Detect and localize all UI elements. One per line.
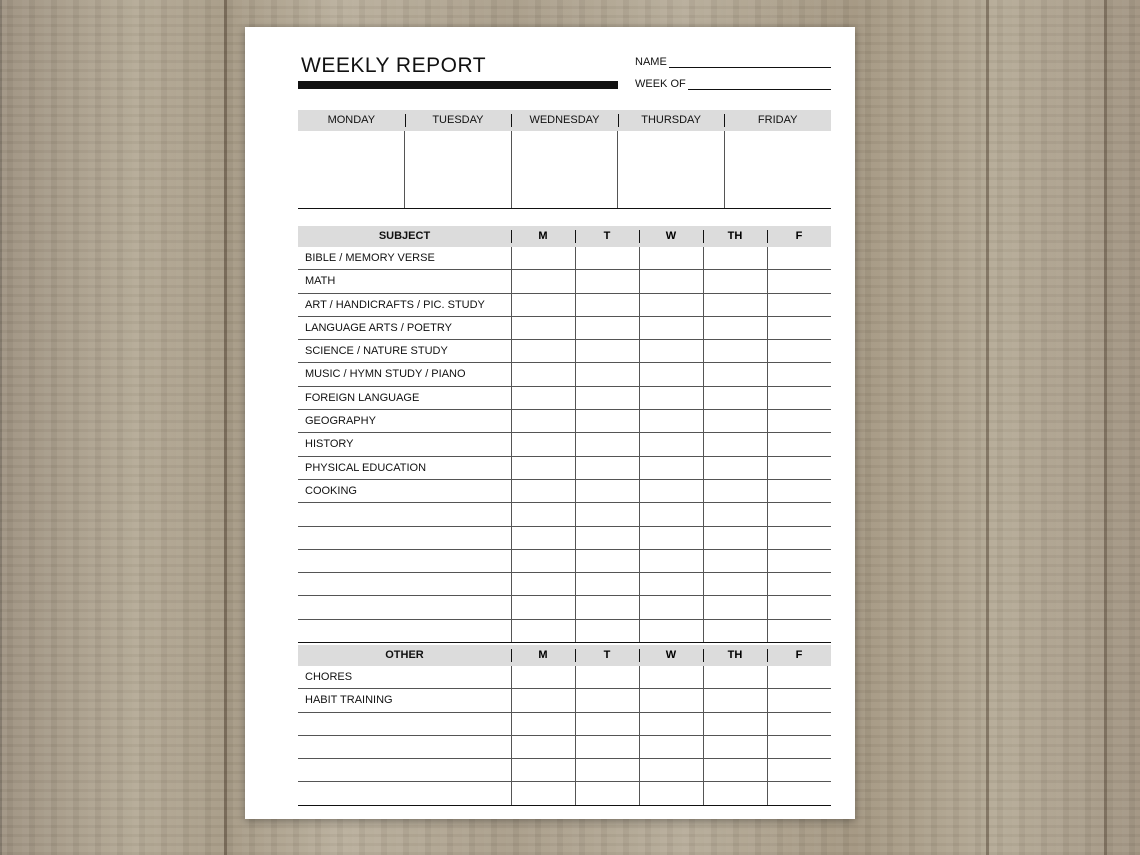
table-row bbox=[298, 781, 831, 804]
check-cell-t[interactable] bbox=[575, 759, 639, 781]
col-header-m: M bbox=[511, 226, 575, 247]
notes-cell-monday[interactable] bbox=[298, 131, 404, 208]
row-label: PHYSICAL EDUCATION bbox=[305, 461, 427, 474]
check-cell-f[interactable] bbox=[767, 759, 831, 781]
table-row bbox=[298, 316, 831, 339]
check-cell-t[interactable] bbox=[575, 317, 639, 339]
report-page bbox=[245, 27, 855, 819]
check-cell-w[interactable] bbox=[639, 340, 703, 362]
check-cell-t[interactable] bbox=[575, 666, 639, 688]
table-row bbox=[298, 269, 831, 292]
check-cell-t[interactable] bbox=[575, 596, 639, 618]
check-cell-th[interactable] bbox=[703, 527, 767, 549]
check-cell-th[interactable] bbox=[703, 363, 767, 385]
check-cell-th[interactable] bbox=[703, 480, 767, 502]
col-header-th: TH bbox=[703, 645, 767, 666]
check-cell-t[interactable] bbox=[575, 503, 639, 525]
check-cell-m[interactable] bbox=[511, 620, 575, 642]
check-cell-f[interactable] bbox=[767, 782, 831, 804]
check-cell-f[interactable] bbox=[767, 666, 831, 688]
check-cell-w[interactable] bbox=[639, 480, 703, 502]
table-row bbox=[298, 666, 831, 688]
blank-row-label[interactable] bbox=[298, 573, 511, 595]
check-cell-m[interactable] bbox=[511, 736, 575, 758]
check-cell-w[interactable] bbox=[639, 410, 703, 432]
col-header-t: T bbox=[575, 226, 639, 247]
check-cell-th[interactable] bbox=[703, 270, 767, 292]
check-cell-m[interactable] bbox=[511, 573, 575, 595]
check-cell-m[interactable] bbox=[511, 527, 575, 549]
check-cell-th[interactable] bbox=[703, 410, 767, 432]
blank-row-label[interactable] bbox=[298, 596, 511, 618]
check-cell-f[interactable] bbox=[767, 270, 831, 292]
check-cell-t[interactable] bbox=[575, 294, 639, 316]
check-cell-th[interactable] bbox=[703, 550, 767, 572]
table-row bbox=[298, 502, 831, 525]
check-cell-w[interactable] bbox=[639, 317, 703, 339]
check-cell-th[interactable] bbox=[703, 503, 767, 525]
page-title: WEEKLY REPORT bbox=[301, 54, 487, 77]
weekday-notes-row bbox=[298, 131, 831, 208]
check-cell-t[interactable] bbox=[575, 387, 639, 409]
check-cell-w[interactable] bbox=[639, 759, 703, 781]
check-cell-f[interactable] bbox=[767, 433, 831, 455]
check-cell-f[interactable] bbox=[767, 503, 831, 525]
check-cell-m[interactable] bbox=[511, 317, 575, 339]
check-cell-th[interactable] bbox=[703, 759, 767, 781]
row-label: FOREIGN LANGUAGE bbox=[305, 391, 420, 404]
check-cell-m[interactable] bbox=[511, 247, 575, 269]
day-header-friday: FRIDAY bbox=[724, 110, 831, 131]
check-cell-m[interactable] bbox=[511, 340, 575, 362]
check-cell-w[interactable] bbox=[639, 387, 703, 409]
name-write-line[interactable] bbox=[669, 57, 831, 68]
check-cell-t[interactable] bbox=[575, 433, 639, 455]
check-cell-m[interactable] bbox=[511, 294, 575, 316]
check-cell-f[interactable] bbox=[767, 480, 831, 502]
check-cell-t[interactable] bbox=[575, 340, 639, 362]
check-cell-f[interactable] bbox=[767, 550, 831, 572]
other-body bbox=[298, 666, 831, 805]
row-label: ART / HANDICRAFTS / PIC. STUDY bbox=[305, 298, 485, 311]
check-cell-m[interactable] bbox=[511, 689, 575, 711]
table-row bbox=[298, 479, 831, 502]
check-cell-f[interactable] bbox=[767, 596, 831, 618]
table-row bbox=[298, 735, 831, 758]
check-cell-t[interactable] bbox=[575, 363, 639, 385]
table-row bbox=[298, 362, 831, 385]
check-cell-f[interactable] bbox=[767, 317, 831, 339]
table-row bbox=[298, 688, 831, 711]
other-column-header: OTHER bbox=[385, 649, 424, 661]
blank-row-label[interactable] bbox=[298, 736, 511, 758]
check-cell-f[interactable] bbox=[767, 387, 831, 409]
check-cell-t[interactable] bbox=[575, 410, 639, 432]
row-label: SCIENCE / NATURE STUDY bbox=[305, 345, 448, 358]
notes-cell-friday[interactable] bbox=[724, 131, 831, 208]
check-cell-t[interactable] bbox=[575, 620, 639, 642]
check-cell-th[interactable] bbox=[703, 317, 767, 339]
check-cell-w[interactable] bbox=[639, 713, 703, 735]
col-header-f: F bbox=[767, 226, 831, 247]
blank-row-label[interactable] bbox=[298, 759, 511, 781]
col-header-f: F bbox=[767, 645, 831, 666]
blank-row-label[interactable] bbox=[298, 503, 511, 525]
check-cell-m[interactable] bbox=[511, 410, 575, 432]
row-label: MATH bbox=[305, 275, 336, 288]
check-cell-t[interactable] bbox=[575, 550, 639, 572]
check-cell-t[interactable] bbox=[575, 247, 639, 269]
name-field[interactable] bbox=[635, 56, 831, 68]
notes-cell-tuesday[interactable] bbox=[404, 131, 511, 208]
check-cell-th[interactable] bbox=[703, 294, 767, 316]
col-header-w: W bbox=[639, 645, 703, 666]
check-cell-t[interactable] bbox=[575, 713, 639, 735]
check-cell-w[interactable] bbox=[639, 527, 703, 549]
col-header-w: W bbox=[639, 226, 703, 247]
week-of-write-line[interactable] bbox=[688, 79, 831, 90]
check-cell-th[interactable] bbox=[703, 713, 767, 735]
row-label: CHORES bbox=[305, 671, 353, 683]
blank-row-label[interactable] bbox=[298, 550, 511, 572]
check-cell-m[interactable] bbox=[511, 782, 575, 804]
week-of-field[interactable] bbox=[635, 78, 831, 90]
check-cell-th[interactable] bbox=[703, 433, 767, 455]
check-cell-m[interactable] bbox=[511, 270, 575, 292]
check-cell-th[interactable] bbox=[703, 573, 767, 595]
check-cell-th[interactable] bbox=[703, 387, 767, 409]
check-cell-m[interactable] bbox=[511, 550, 575, 572]
check-cell-th[interactable] bbox=[703, 782, 767, 804]
table-row bbox=[298, 712, 831, 735]
week-of-label: WEEK OF bbox=[635, 78, 686, 90]
check-cell-f[interactable] bbox=[767, 363, 831, 385]
blank-row-label[interactable] bbox=[298, 527, 511, 549]
check-cell-w[interactable] bbox=[639, 736, 703, 758]
weekday-notes-section bbox=[298, 110, 831, 209]
notes-cell-thursday[interactable] bbox=[617, 131, 724, 208]
notes-cell-wednesday[interactable] bbox=[511, 131, 618, 208]
check-cell-t[interactable] bbox=[575, 527, 639, 549]
check-cell-w[interactable] bbox=[639, 363, 703, 385]
title-underline-bar bbox=[298, 81, 618, 89]
row-label: HABIT TRAINING bbox=[305, 694, 393, 707]
check-cell-t[interactable] bbox=[575, 480, 639, 502]
table-row bbox=[298, 758, 831, 781]
check-cell-f[interactable] bbox=[767, 527, 831, 549]
check-cell-w[interactable] bbox=[639, 503, 703, 525]
col-header-th: TH bbox=[703, 226, 767, 247]
row-label: GEOGRAPHY bbox=[305, 415, 376, 428]
other-header-row bbox=[298, 645, 831, 666]
check-cell-w[interactable] bbox=[639, 550, 703, 572]
table-row bbox=[298, 549, 831, 572]
day-header-monday: MONDAY bbox=[327, 114, 376, 126]
check-cell-th[interactable] bbox=[703, 666, 767, 688]
blank-row-label[interactable] bbox=[298, 782, 511, 804]
check-cell-th[interactable] bbox=[703, 689, 767, 711]
check-cell-f[interactable] bbox=[767, 457, 831, 479]
col-header-m: M bbox=[511, 645, 575, 666]
table-row bbox=[298, 432, 831, 455]
check-cell-m[interactable] bbox=[511, 387, 575, 409]
check-cell-w[interactable] bbox=[639, 782, 703, 804]
table-row bbox=[298, 386, 831, 409]
check-cell-m[interactable] bbox=[511, 433, 575, 455]
check-cell-th[interactable] bbox=[703, 596, 767, 618]
check-cell-m[interactable] bbox=[511, 457, 575, 479]
check-cell-w[interactable] bbox=[639, 620, 703, 642]
check-cell-t[interactable] bbox=[575, 782, 639, 804]
check-cell-m[interactable] bbox=[511, 480, 575, 502]
check-cell-f[interactable] bbox=[767, 620, 831, 642]
row-label: HISTORY bbox=[305, 438, 354, 451]
check-cell-th[interactable] bbox=[703, 247, 767, 269]
check-cell-th[interactable] bbox=[703, 736, 767, 758]
table-row bbox=[298, 572, 831, 595]
check-cell-f[interactable] bbox=[767, 294, 831, 316]
check-cell-th[interactable] bbox=[703, 457, 767, 479]
table-row bbox=[298, 619, 831, 642]
check-cell-w[interactable] bbox=[639, 270, 703, 292]
col-header-t: T bbox=[575, 645, 639, 666]
check-cell-th[interactable] bbox=[703, 620, 767, 642]
table-row bbox=[298, 526, 831, 549]
subject-column-header: SUBJECT bbox=[378, 230, 431, 242]
table-row bbox=[298, 293, 831, 316]
table-row bbox=[298, 247, 831, 269]
check-cell-m[interactable] bbox=[511, 363, 575, 385]
blank-row-label[interactable] bbox=[298, 620, 511, 642]
check-cell-w[interactable] bbox=[639, 457, 703, 479]
check-cell-f[interactable] bbox=[767, 736, 831, 758]
check-cell-f[interactable] bbox=[767, 689, 831, 711]
check-cell-m[interactable] bbox=[511, 596, 575, 618]
check-cell-t[interactable] bbox=[575, 270, 639, 292]
check-cell-f[interactable] bbox=[767, 573, 831, 595]
row-label: MUSIC / HYMN STUDY / PIANO bbox=[305, 368, 466, 381]
day-header-wednesday: WEDNESDAY bbox=[511, 110, 618, 131]
day-header-tuesday: TUESDAY bbox=[405, 110, 512, 131]
table-row bbox=[298, 456, 831, 479]
check-cell-w[interactable] bbox=[639, 433, 703, 455]
check-cell-f[interactable] bbox=[767, 247, 831, 269]
weekday-header-row bbox=[298, 110, 831, 131]
row-label: COOKING bbox=[305, 484, 357, 497]
other-table bbox=[298, 645, 831, 806]
check-cell-t[interactable] bbox=[575, 457, 639, 479]
check-cell-th[interactable] bbox=[703, 340, 767, 362]
check-cell-m[interactable] bbox=[511, 713, 575, 735]
subjects-body bbox=[298, 247, 831, 642]
check-cell-f[interactable] bbox=[767, 340, 831, 362]
subjects-header-row bbox=[298, 226, 831, 247]
check-cell-t[interactable] bbox=[575, 573, 639, 595]
check-cell-f[interactable] bbox=[767, 410, 831, 432]
blank-row-label[interactable] bbox=[298, 713, 511, 735]
day-header-thursday: THURSDAY bbox=[618, 110, 725, 131]
check-cell-w[interactable] bbox=[639, 689, 703, 711]
check-cell-w[interactable] bbox=[639, 573, 703, 595]
subjects-table bbox=[298, 226, 831, 643]
table-row bbox=[298, 595, 831, 618]
check-cell-f[interactable] bbox=[767, 713, 831, 735]
row-label: LANGUAGE ARTS / POETRY bbox=[305, 321, 452, 334]
check-cell-w[interactable] bbox=[639, 666, 703, 688]
check-cell-w[interactable] bbox=[639, 596, 703, 618]
check-cell-m[interactable] bbox=[511, 666, 575, 688]
check-cell-t[interactable] bbox=[575, 689, 639, 711]
check-cell-m[interactable] bbox=[511, 503, 575, 525]
check-cell-w[interactable] bbox=[639, 247, 703, 269]
name-label: NAME bbox=[635, 56, 667, 68]
table-row bbox=[298, 339, 831, 362]
check-cell-t[interactable] bbox=[575, 736, 639, 758]
row-label: BIBLE / MEMORY VERSE bbox=[305, 252, 435, 264]
check-cell-w[interactable] bbox=[639, 294, 703, 316]
check-cell-m[interactable] bbox=[511, 759, 575, 781]
table-row bbox=[298, 409, 831, 432]
